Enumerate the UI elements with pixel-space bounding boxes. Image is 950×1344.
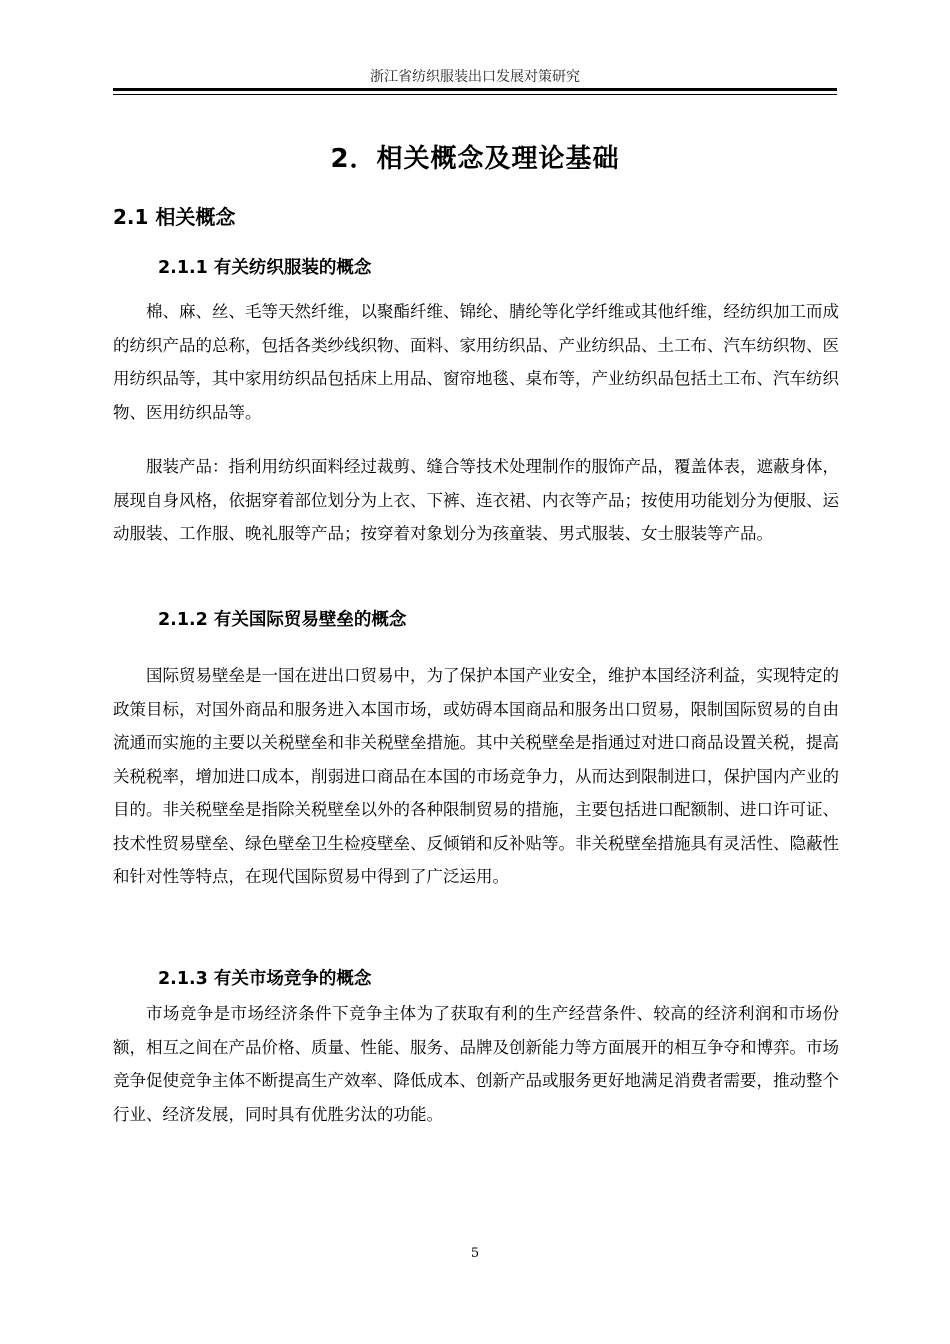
header-rule-thin — [113, 94, 837, 95]
subsection-title-2-1-1: 2.1.1 有关纺织服装的概念 — [158, 258, 372, 278]
subsection-title-2-1-3: 2.1.3 有关市场竞争的概念 — [158, 969, 372, 989]
chapter-title: 2．相关概念及理论基础 — [330, 144, 620, 174]
subsection-title-2-1-2: 2.1.2 有关国际贸易壁垒的概念 — [158, 610, 407, 630]
paragraph-apparel: 服装产品：指利用纺织面料经过裁剪、缝合等技术处理制作的服饰产品，覆盖体表，遮蔽身体，展现自身风格，依据穿着部位划分为上衣、下裤、连衣裙、内衣等产品；按使用功能划分为便服、运动服装、工作服、晚礼服等产品；按穿着对象划分为孩童装、男式服装、女士服装等产品。 — [113, 457, 839, 543]
page-number: 5 — [470, 1246, 480, 1261]
section-title: 2.1 相关概念 — [113, 205, 236, 229]
paragraph-market-competition: 市场竞争是市场经济条件下竞争主体为了获取有利的生产经营条件、较高的经济利润和市场份额，相互之间在产品价格、质量、性能、服务、品牌及创新能力等方面展开的相互争夺和博弈。市场竞争促使竞争主体不断提高生产效率、降低成本、创新产品或服务更好地满足消费者需要，推动整个行业、经济发展，同时具有优胜劣汰的功能。 — [113, 1004, 839, 1124]
running-header: 浙江省纺织服装出口发展对策研究 — [370, 69, 580, 85]
header-rule-thick — [113, 88, 837, 91]
paragraph-textiles: 棉、麻、丝、毛等天然纤维，以聚酯纤维、锦纶、腈纶等化学纤维或其他纤维，经纺织加工而成的纺织产品的总称，包括各类纱线织物、面料、家用纺织品、产业纺织品、土工布、汽车纺织物、医用纺织品等，其中家用纺织品包括床上用品、窗帘地毯、桌布等，产业纺织品包括土工布、汽车纺织物、医用纺织品等。 — [113, 302, 839, 422]
paragraph-trade-barriers: 国际贸易壁垒是一国在进出口贸易中，为了保护本国产业安全，维护本国经济利益，实现特定的政策目标，对国外商品和服务进入本国市场，或妨碍本国商品和服务出口贸易，限制国际贸易的自由流通而实施的主要以关税壁垒和非关税壁垒措施。其中关税壁垒是指通过对进口商品设置关税，提高关税税率，增加进口成本，削弱进口商品在本国的市场竞争力，从而达到限制进口，保护国内产业的目的。非关税壁垒是指除关税壁垒以外的各种限制贸易的措施，主要包括进口配额制、进口许可证、技术性贸易壁垒、绿色壁垒卫生检疫壁垒、反倾销和反补贴等。非关税壁垒措施具有灵活性、隐蔽性和针对性等特点，在现代国际贸易中得到了广泛运用。 — [113, 666, 839, 886]
